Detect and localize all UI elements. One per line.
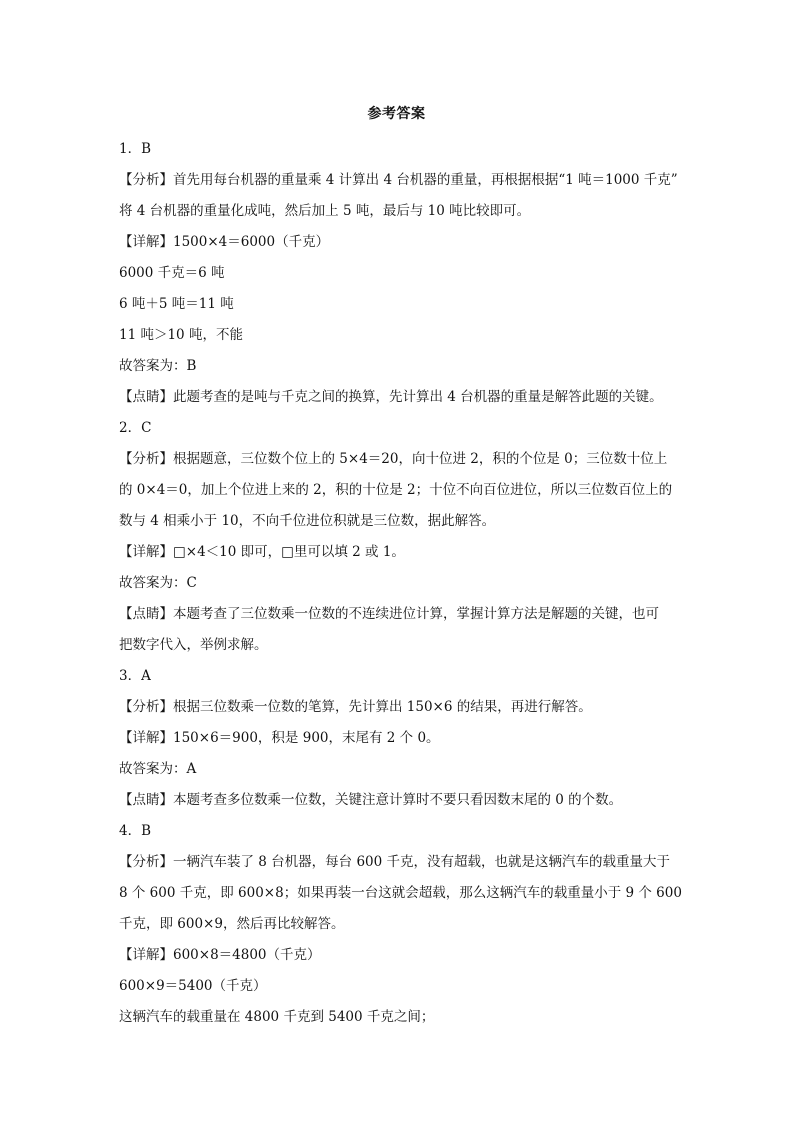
text-line: 【点睛】此题考查的是吨与千克之间的换算，先计算出 4 台机器的重量是解答此题的关键。 (119, 389, 663, 405)
text-line: 【详解】1500×4＝6000（千克） (119, 234, 330, 250)
text-line: 11 吨＞10 吨，不能 (119, 327, 243, 343)
text-line: 6000 千克＝6 吨 (119, 265, 225, 281)
text-line: 【详解】600×8＝4800（千克） (119, 947, 321, 963)
text-line: 4．B (119, 823, 152, 839)
text-line: 2．C (119, 420, 152, 436)
text-line: 6 吨＋5 吨＝11 吨 (119, 296, 234, 312)
text-line: 8 个 600 千克，即 600×8；如果再装一台这就会超载，那么这辆汽车的载重量小于 9 个 600 (119, 885, 682, 901)
answer-content (119, 134, 682, 1033)
text-line: 【详解】150×6＝900，积是 900，末尾有 2 个 0。 (119, 730, 440, 746)
text-line: 故答案为：C (119, 575, 197, 591)
text-line: 1．B (119, 141, 152, 157)
text-line: 【点睛】本题考查多位数乘一位数，关键注意计算时不要只看因数末尾的 0 的个数。 (119, 792, 623, 808)
text-line: 【分析】首先用每台机器的重量乘 4 计算出 4 台机器的重量，再根据根据“1 吨＝1000 千克” (119, 172, 678, 188)
text-line: 故答案为：A (119, 761, 197, 777)
text-line: 数与 4 相乘小于 10，不向千位进位积就是三位数，据此解答。 (119, 513, 496, 529)
text-line: 3．A (119, 668, 151, 684)
text-line: 【分析】根据题意，三位数个位上的 5×4＝20，向十位进 2，积的个位是 0；三位数十位上 (119, 451, 668, 467)
text-line: 【分析】一辆汽车装了 8 台机器，每台 600 千克，没有超载，也就是这辆汽车的载重量大于 (119, 854, 671, 870)
text-line: 【分析】根据三位数乘一位数的笔算，先计算出 150×6 的结果，再进行解答。 (119, 699, 592, 715)
text-line: 千克，即 600×9，然后再比较解答。 (119, 916, 345, 932)
text-line: 的 0×4＝0，加上个位进上来的 2，积的十位是 2；十位不向百位进位，所以三位数百位上的 (119, 482, 673, 498)
text-line: 把数字代入，举例求解。 (119, 637, 268, 653)
text-line: 【点睛】本题考查了三位数乘一位数的不连续进位计算，掌握计算方法是解题的关键，也可 (119, 606, 659, 622)
text-line: 【详解】□×4＜10 即可，□里可以填 2 或 1。 (119, 544, 405, 560)
text-line: 这辆汽车的载重量在 4800 千克到 5400 千克之间； (119, 1009, 435, 1025)
text-line: 600×9＝5400（千克） (119, 978, 267, 994)
text-line: 故答案为：B (119, 358, 197, 374)
page-title: 参考答案 (367, 106, 426, 122)
text-line: 将 4 台机器的重量化成吨，然后加上 5 吨，最后与 10 吨比较即可。 (119, 203, 531, 219)
